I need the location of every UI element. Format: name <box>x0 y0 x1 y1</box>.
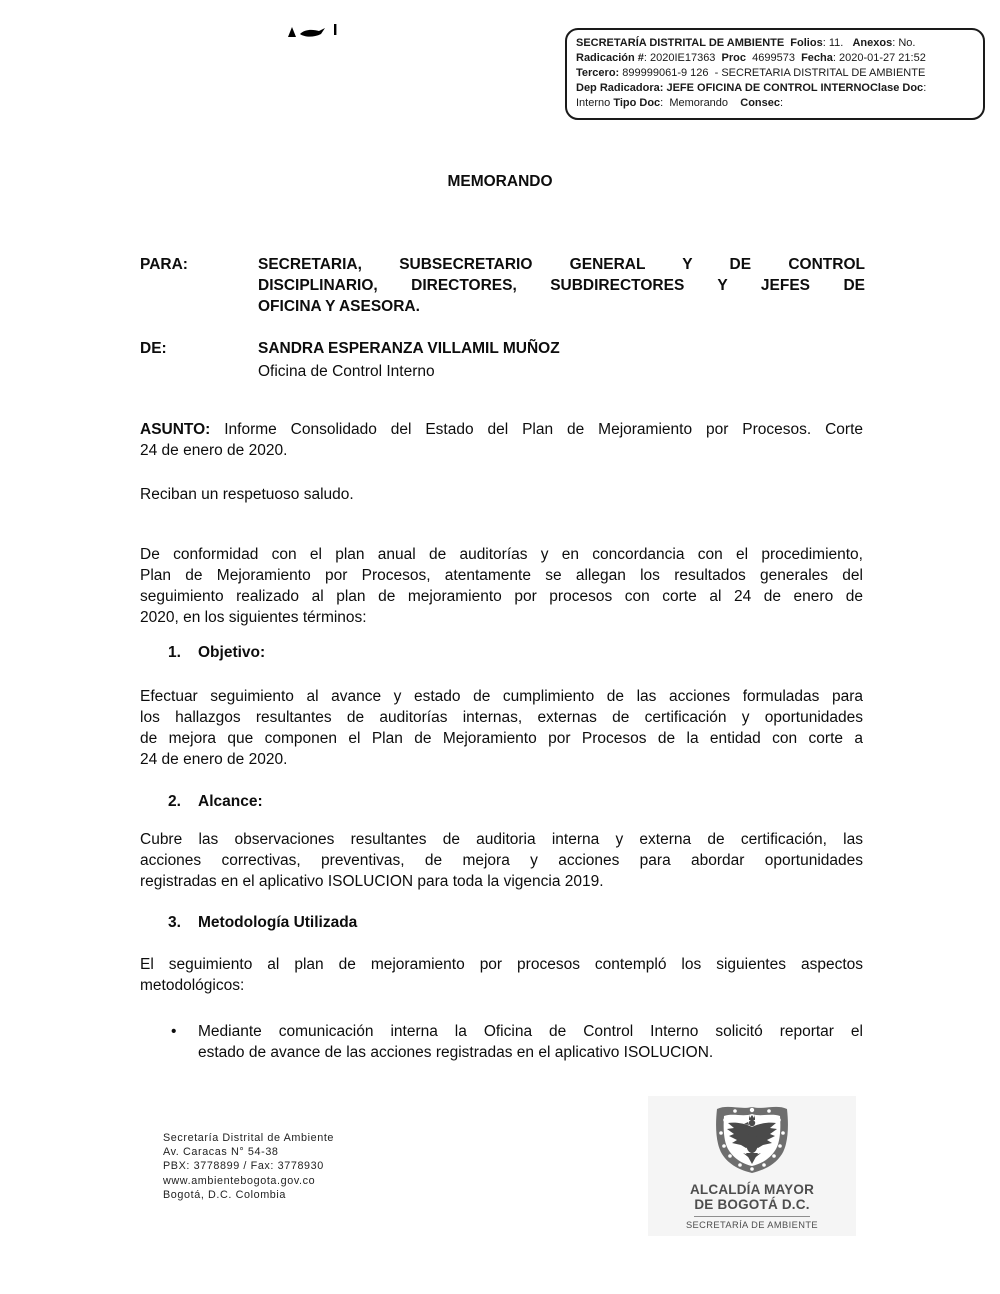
paragraph-line: El seguimiento al plan de mejoramiento por procesos contempló los siguientes aspectos <box>140 956 863 973</box>
stamp-proc-label: Proc <box>721 52 747 64</box>
paragraph-line: registradas en el aplicativo ISOLUCION para toda la vigencia 2019. <box>140 873 604 890</box>
intro-paragraph <box>140 544 863 628</box>
metodologia-paragraph <box>140 954 863 996</box>
greeting-text: Reciban un respetuoso saludo. <box>140 486 354 503</box>
asunto-label: ASUNTO: <box>140 421 211 438</box>
radication-stamp-box <box>565 28 985 120</box>
section-title: Metodología Utilizada <box>198 914 358 931</box>
stamp-radicacion-value: : 2020IE17363 <box>643 52 722 64</box>
stamp-line-entity-folios <box>576 36 977 51</box>
document-title: MEMORANDO <box>447 173 553 190</box>
stamp-line-tercero <box>576 66 977 81</box>
logo-alcaldia-line2: DE BOGOTÁ D.C. <box>694 1197 810 1212</box>
stamp-fecha-label: Fecha <box>801 52 833 64</box>
paragraph-line: De conformidad con el plan anual de auditorías y en concordancia con el procedimiento, <box>140 546 863 563</box>
section-number: 1. <box>168 644 181 661</box>
sender-office: Oficina de Control Interno <box>258 363 435 380</box>
paragraph-line: Cubre las observaciones resultantes de auditoria interna y externa de certificación, las <box>140 831 863 848</box>
section-title: Alcance: <box>198 793 263 810</box>
stamp-line-radicacion <box>576 51 977 66</box>
footer-entity-name: Secretaría Distrital de Ambiente <box>163 1132 335 1144</box>
section-heading-alcance <box>168 791 263 812</box>
logo-secretaria-label: SECRETARÍA DE AMBIENTE <box>685 1220 819 1230</box>
paragraph-line: de mejora que componen el Plan de Mejoramiento por Procesos de la entidad con corte a <box>140 730 863 747</box>
stamp-tercero-value: 899999061-9 126 - SECRETARIA DISTRITAL DE AMBIENTE <box>619 67 926 79</box>
para-line: DISCIPLINARIO, DIRECTORES, SUBDIRECTORES Y JEFES DE <box>258 277 865 294</box>
para-label: PARA: <box>140 256 188 273</box>
stamp-entity-label: SECRETARÍA DISTRITAL DE AMBIENTE Folios <box>576 37 823 49</box>
footer-website: www.ambientebogota.gov.co <box>163 1174 316 1187</box>
paragraph-line: Efectuar seguimiento al avance y estado de cumplimiento de las acciones formuladas para <box>140 688 863 705</box>
stamp-folios-value: : 11. <box>822 37 853 49</box>
stamp-clase-doc-value: Interno <box>576 97 614 109</box>
stamp-tercero-label: Tercero: <box>576 67 620 79</box>
paragraph-line: seguimiento realizado al plan de mejoramiento por procesos con corte al 24 de enero de <box>140 588 863 605</box>
stamp-tipo-doc-value: : Memorando <box>660 97 741 109</box>
scan-artifact-icon <box>282 20 342 44</box>
stamp-line-tipo-doc <box>576 96 977 111</box>
alcance-paragraph <box>140 829 863 892</box>
paragraph-line: los hallazgos resultantes de auditorías internas, externas de certificación y oportunidades <box>140 709 863 726</box>
stamp-consec-label: Consec <box>740 97 781 109</box>
stamp-clase-doc-label: Clase Doc <box>869 82 924 94</box>
stamp-tipo-doc-label: Tipo Doc <box>613 97 661 109</box>
stamp-radicacion-label: Radicación # <box>576 52 644 64</box>
bullet-line: estado de avance de las acciones registradas en el aplicativo ISOLUCION. <box>198 1044 714 1061</box>
para-line: SECRETARIA, SUBSECRETARIO GENERAL Y DE CONTROL <box>258 256 865 273</box>
paragraph-line: 2020, en los siguientes términos: <box>140 609 367 626</box>
section-title: Objetivo: <box>198 644 266 661</box>
section-number: 3. <box>168 914 181 931</box>
stamp-line-dependencia <box>576 81 977 96</box>
bullet-item <box>198 1021 863 1063</box>
logo-divider <box>694 1216 810 1217</box>
asunto-text: Informe Consolidado del Estado del Plan de Mejoramiento por Procesos. Corte <box>210 421 863 438</box>
asunto-line: 24 de enero de 2020. <box>140 442 288 459</box>
footer-city: Bogotá, D.C. Colombia <box>163 1188 287 1201</box>
paragraph-line: 24 de enero de 2020. <box>140 751 288 768</box>
alcaldia-logo-block <box>648 1096 856 1236</box>
asunto-line <box>140 419 863 440</box>
paragraph-line: acciones correctivas, preventivas, de mejora y acciones para abordar oportunidades <box>140 852 863 869</box>
stamp-fecha-value: : 2020-01-27 21:52 <box>832 52 926 64</box>
paragraph-line: Plan de Mejoramiento por Procesos, atentamente se allegan los resultados generales del <box>140 567 863 584</box>
stamp-consec-colon: : <box>780 97 784 109</box>
objetivo-paragraph <box>140 686 863 770</box>
stamp-dep-radicadora: Dep Radicadora: JEFE OFICINA DE CONTROL INTERNO <box>576 82 870 94</box>
de-label: DE: <box>140 340 167 357</box>
bullet-marker: • <box>171 1023 177 1040</box>
paragraph-line: metodológicos: <box>140 977 245 994</box>
de-sender <box>258 338 865 382</box>
bogota-coat-of-arms-icon <box>713 1103 791 1175</box>
asunto-paragraph <box>140 419 863 461</box>
stamp-proc-value: 4699573 <box>746 52 802 64</box>
footer-address: Av. Caracas N° 54-38 <box>163 1146 279 1159</box>
logo-alcaldia-line1: ALCALDÍA MAYOR <box>689 1182 815 1197</box>
para-recipients <box>258 254 865 317</box>
section-heading-objetivo <box>168 642 265 663</box>
footer-contact-block <box>163 1131 334 1202</box>
footer-phone-fax: PBX: 3778899 / Fax: 3778930 <box>163 1160 324 1173</box>
stamp-clase-doc-colon: : <box>923 82 927 94</box>
stamp-anexos-value: : No. <box>892 37 916 49</box>
bullet-line: Mediante comunicación interna la Oficina de Control Interno solicitó reportar el <box>198 1023 863 1040</box>
sender-name: SANDRA ESPERANZA VILLAMIL MUÑOZ <box>258 340 560 357</box>
section-number: 2. <box>168 793 181 810</box>
scan-artifact-mark <box>282 20 342 49</box>
para-line: OFICINA Y ASESORA. <box>258 298 420 315</box>
stamp-anexos-label: Anexos <box>852 37 893 49</box>
section-heading-metodologia <box>168 912 357 933</box>
